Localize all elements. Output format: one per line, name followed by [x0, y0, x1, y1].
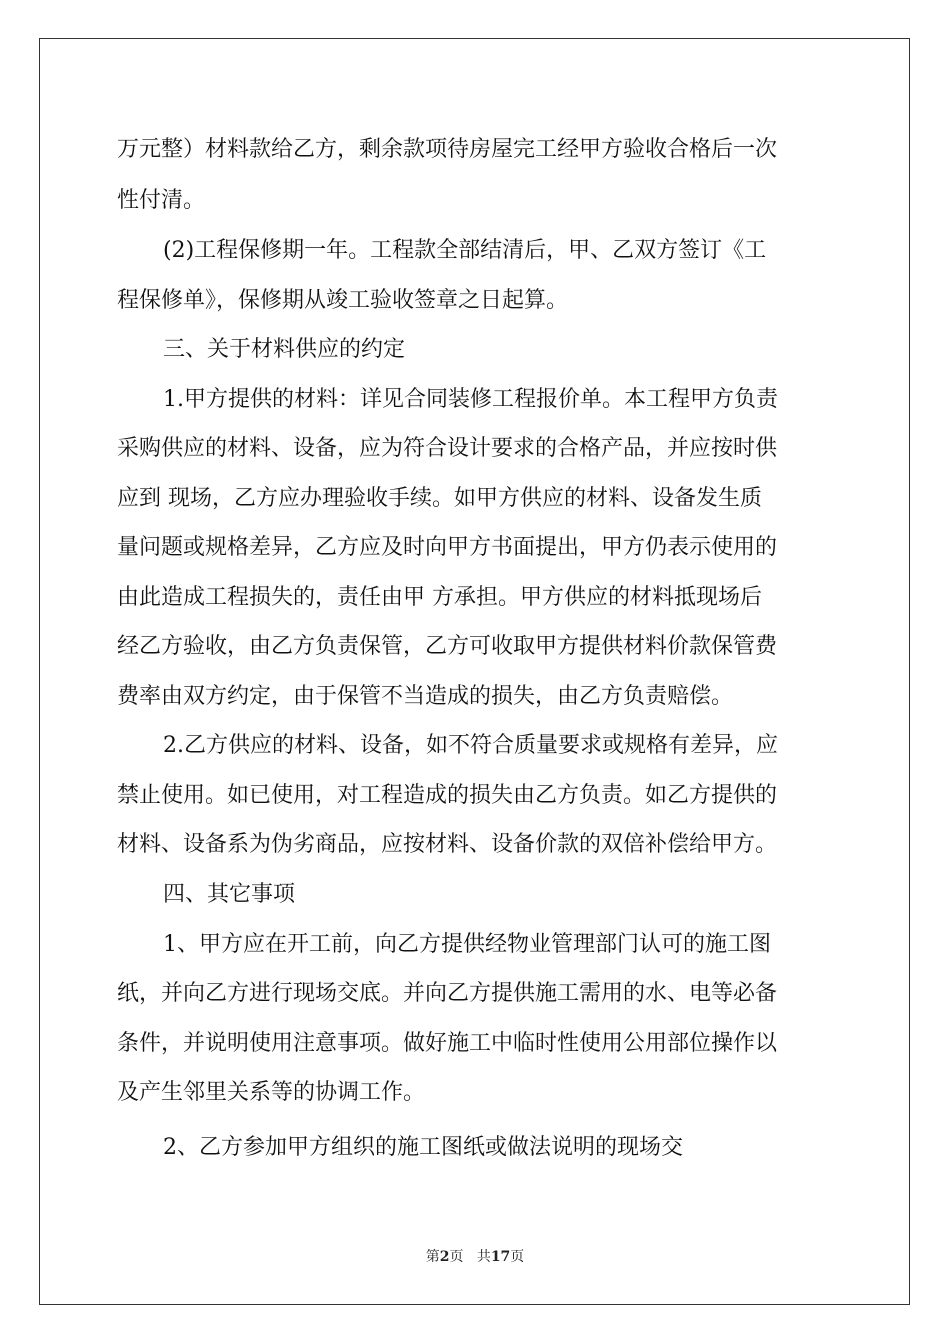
section-heading: 四、其它事项: [163, 882, 296, 907]
text-line: 及产生邻里关系等的协调工作。: [117, 1080, 426, 1105]
text-line: 1.甲方提供的材料：详见合同装修工程报价单。本工程甲方负责: [163, 387, 778, 412]
page-number: 2: [439, 1249, 450, 1265]
text-line: 应到 现场，乙方应办理验收手续。如甲方供应的材料、设备发生质: [117, 486, 762, 511]
text-line: 禁止使用。如已使用，对工程造成的损失由乙方负责。如乙方提供的: [117, 783, 778, 808]
text-line: 费率由双方约定，由于保管不当造成的损失，由乙方负责赔偿。: [117, 684, 734, 709]
total-pages: 17: [490, 1249, 511, 1265]
text-line: 性付清。: [117, 188, 206, 213]
page-footer: [0, 1246, 950, 1266]
text-line: 2、乙方参加甲方组织的施工图纸或做法说明的现场交: [163, 1135, 683, 1160]
text-line: (2)工程保修期一年。工程款全部结清后，甲、乙双方签订《工: [163, 238, 767, 263]
text-line: 程保修单》，保修期从竣工验收签章之日起算。: [117, 288, 569, 313]
section-heading: 三、关于材料供应的约定: [163, 337, 406, 362]
text-line: 经乙方验收，由乙方负责保管，乙方可收取甲方提供材料价款保管费: [117, 634, 778, 659]
text-line: 1、甲方应在开工前，向乙方提供经物业管理部门认可的施工图: [163, 932, 771, 957]
text-line: 万元整）材料款给乙方，剩余款项待房屋完工经甲方验收合格后一次: [117, 137, 778, 162]
page-suffix: 页: [449, 1249, 464, 1265]
page-border: [39, 38, 910, 1305]
text-line: 由此造成工程损失的，责任由甲 方承担。甲方供应的材料抵现场后: [117, 585, 762, 610]
text-line: 条件，并说明使用注意事项。做好施工中临时性使用公用部位操作以: [117, 1031, 778, 1056]
text-line: 纸，并向乙方进行现场交底。并向乙方提供施工需用的水、电等必备: [117, 981, 778, 1006]
text-line: 材料、设备系为伪劣商品，应按材料、设备价款的双倍补偿给甲方。: [117, 832, 778, 857]
total-prefix: 共: [476, 1249, 491, 1265]
text-line: 2.乙方供应的材料、设备，如不符合质量要求或规格有差异，应: [163, 733, 778, 758]
text-line: 采购供应的材料、设备，应为符合设计要求的合格产品，并应按时供: [117, 436, 778, 461]
page-prefix: 第: [425, 1249, 440, 1265]
total-suffix: 页: [510, 1249, 525, 1265]
text-line: 量问题或规格差异，乙方应及时向甲方书面提出，甲方仍表示使用的: [117, 535, 778, 560]
